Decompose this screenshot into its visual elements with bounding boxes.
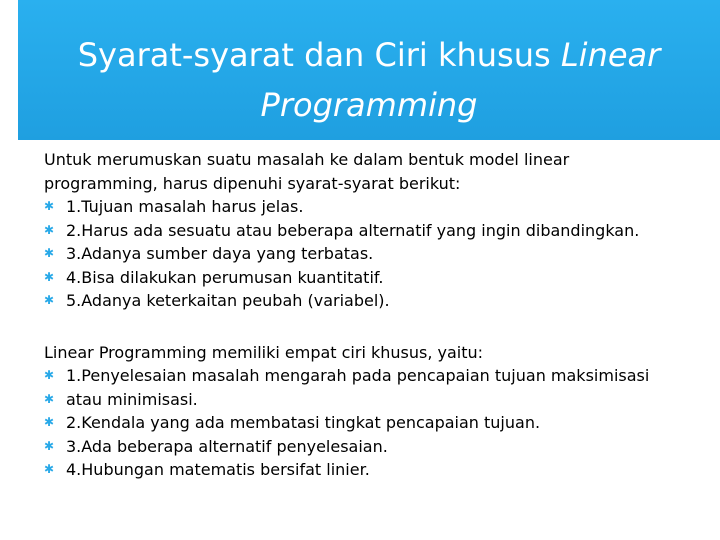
list-item-text: 1.Penyelesaian masalah mengarah pada pencapaian tujuan maksimisasi xyxy=(66,366,650,385)
list-item xyxy=(44,195,684,219)
asterisk-bullet-icon: ✱ xyxy=(44,246,55,260)
list-item-text: 3.Adanya sumber daya yang terbatas. xyxy=(66,244,374,263)
list-item xyxy=(44,242,684,266)
title-text: Syarat-syarat dan Ciri khusus xyxy=(77,36,561,74)
asterisk-bullet-icon: ✱ xyxy=(44,438,55,453)
list-item-text: 1.Tujuan masalah harus jelas. xyxy=(66,197,304,216)
asterisk-bullet-icon: ✱ xyxy=(44,199,55,213)
section2-list xyxy=(44,364,684,482)
asterisk-bullet-icon: ✱ xyxy=(44,269,55,284)
list-item-text: 3.Ada beberapa alternatif penyelesaian. xyxy=(66,436,388,456)
list-item xyxy=(44,411,684,435)
list-item-text: 5.Adanya keterkaitan peubah (variabel). xyxy=(66,291,390,310)
list-item-text: 2.Kendala yang ada membatasi tingkat pencapaian tujuan. xyxy=(66,413,541,432)
list-item xyxy=(44,289,684,313)
list-item xyxy=(44,219,684,243)
section-spacer xyxy=(44,313,684,341)
asterisk-bullet-icon: ✱ xyxy=(44,415,55,429)
asterisk-bullet-icon: ✱ xyxy=(44,368,55,382)
asterisk-bullet-icon: ✱ xyxy=(44,462,55,476)
slide-title xyxy=(18,30,720,130)
list-item-text: 2.Harus ada sesuatu atau beberapa alternatif yang ingin dibandingkan. xyxy=(66,220,640,240)
asterisk-bullet-icon: ✱ xyxy=(44,293,55,307)
list-item xyxy=(44,458,684,482)
asterisk-bullet-icon: ✱ xyxy=(44,391,55,406)
list-item xyxy=(44,266,684,290)
section2-intro: Linear Programming memiliki empat ciri khusus, yaitu: xyxy=(44,342,484,362)
list-item xyxy=(44,388,684,412)
section1-intro: Untuk merumuskan suatu masalah ke dalam bentuk model linear programming, harus dipenuhi syarat-syarat berikut: xyxy=(44,150,570,193)
list-item xyxy=(44,435,684,459)
list-item-text: 4.Bisa dilakukan perumusan kuantitatif. xyxy=(66,267,384,287)
list-item-text: 4.Hubungan matematis bersifat linier. xyxy=(66,460,370,479)
slide-content xyxy=(44,148,684,482)
list-item-text: atau minimisasi. xyxy=(66,389,198,409)
list-item xyxy=(44,364,684,388)
asterisk-bullet-icon: ✱ xyxy=(44,222,55,237)
title-italic-text: Linear Programming xyxy=(260,36,661,124)
section1-list xyxy=(44,195,684,313)
